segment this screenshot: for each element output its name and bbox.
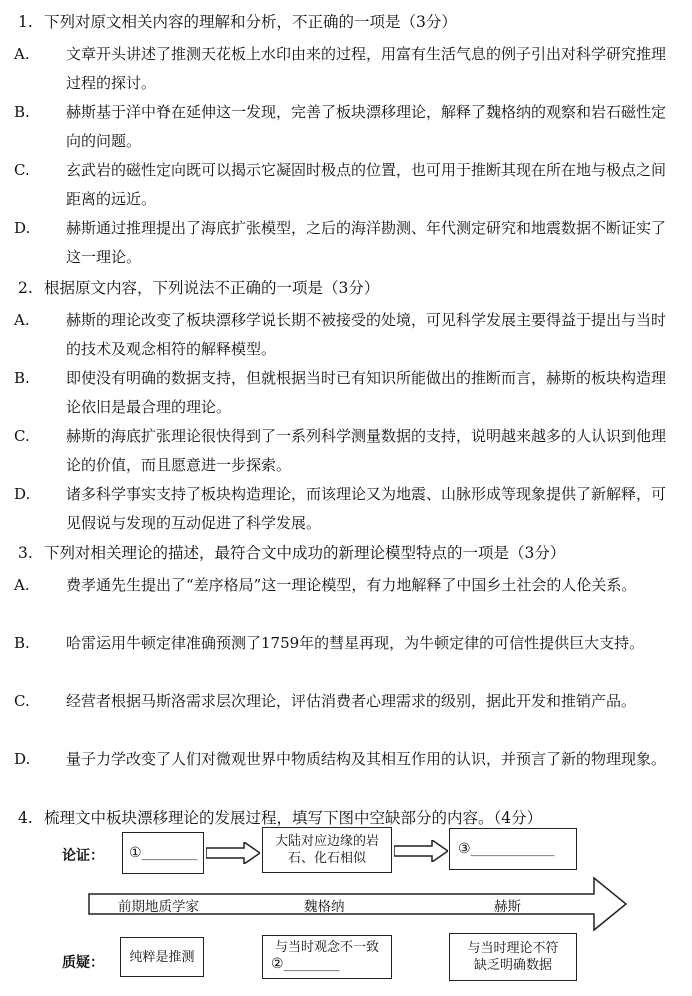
blank-1-text: ①________	[129, 844, 198, 861]
question-number: 2.	[18, 279, 33, 297]
question-1-stem	[18, 12, 678, 32]
option-label: A.	[14, 311, 30, 329]
option-text: 赫斯的理论改变了板块漂移学说长期不被接受的处境，可见科学发展主要得益于提出与当时的技术及观念相符的解释模型。	[66, 311, 667, 358]
question-3-option-c	[14, 687, 670, 716]
question-stem-text: 梳理文中板块漂移理论的发展过程，填写下图中空缺部分的内容。（4分）	[44, 809, 543, 827]
question-2-option-a	[14, 306, 670, 364]
option-text: 即使没有明确的数据支持，但就根据当时已有知识所能做出的推断而言，赫斯的板块构造理论依旧是最合理的理论。	[66, 369, 667, 416]
option-label: D.	[14, 750, 31, 768]
option-text: 诸多科学事实支持了板块构造理论，而该理论又为地震、山脉形成等现象提供了新解释，可见假说与发现的互动促进了科学发展。	[66, 485, 667, 532]
option-text: 赫斯基于洋中脊在延伸这一发现，完善了板块漂移理论，解释了魏格纳的观察和岩石磁性定向的问题。	[66, 103, 667, 150]
option-label: C.	[14, 161, 30, 179]
option-label: B.	[14, 634, 30, 652]
argument-box-2	[262, 827, 392, 873]
question-3-stem	[18, 543, 678, 563]
doubt-box-3	[449, 933, 577, 981]
option-label: D.	[14, 219, 31, 237]
option-text: 费孝通先生提出了“差序格局”这一理论模型，有力地解释了中国乡土社会的人伦关系。	[66, 576, 637, 594]
option-text: 经营者根据马斯洛需求层次理论，评估消费者心理需求的级别，据此开发和推销产品。	[66, 692, 637, 710]
option-text: 赫斯通过推理提出了海底扩张模型，之后的海洋勘测、年代测定研究和地震数据不断证实了这一理论。	[66, 219, 667, 266]
question-1-option-c	[14, 156, 670, 214]
option-label: B.	[14, 369, 30, 387]
argument-box-3	[449, 828, 577, 870]
option-label: C.	[14, 427, 30, 445]
option-text: 文章开头讲述了推测天花板上水印由来的过程，用富有生活气息的例子引出对科学研究推理过程的探讨。	[66, 45, 667, 92]
doubt-1-text: 纯粹是推测	[129, 949, 195, 965]
question-1-option-d	[14, 214, 670, 272]
argument-label: 论证：	[62, 848, 104, 864]
question-stem-text: 根据原文内容，下列说法不正确的一项是（3分）	[44, 279, 380, 297]
question-3-option-a	[14, 571, 670, 600]
question-2-option-b	[14, 364, 670, 422]
timeline-label-hess: 赫斯	[494, 899, 521, 915]
doubt-box-2	[262, 935, 392, 979]
option-text: 玄武岩的磁性定向既可以揭示它凝固时极点的位置，也可用于推断其现在所在地与极点之间距离的远近。	[66, 161, 667, 208]
option-label: A.	[14, 576, 30, 594]
question-number: 1.	[18, 13, 33, 31]
option-label: A.	[14, 45, 30, 63]
doubt-3-text: 与当时理论不符缺乏明确数据	[467, 941, 559, 973]
question-number: 3.	[18, 544, 33, 562]
option-text: 哈雷运用牛顿定律准确预测了1759年的彗星再现，为牛顿定律的可信性提供巨大支持。	[66, 634, 645, 652]
question-1-option-b	[14, 98, 670, 156]
question-2-option-c	[14, 422, 670, 480]
question-3-option-b	[14, 629, 670, 658]
question-stem-text: 下列对相关理论的描述，最符合文中成功的新理论模型特点的一项是（3分）	[44, 544, 566, 562]
option-label: D.	[14, 485, 31, 503]
question-3-option-d	[14, 745, 670, 774]
timeline-label-wegener: 魏格纳	[304, 899, 345, 915]
doubt-label: 质疑：	[62, 955, 104, 971]
question-number: 4.	[18, 809, 33, 827]
question-stem-text: 下列对原文相关内容的理解和分析，不正确的一项是（3分）	[44, 13, 457, 31]
option-label: B.	[14, 103, 30, 121]
blank-2-text: ②________	[271, 956, 340, 972]
option-text: 赫斯的海底扩张理论很快得到了一系列科学测量数据的支持，说明越来越多的人认识到他理论的价值，而且愿意进一步探索。	[66, 427, 667, 474]
blank-3-text: ③____________	[458, 840, 555, 857]
timeline-label-early-geologists: 前期地质学家	[118, 899, 199, 915]
question-2-stem	[18, 278, 678, 298]
evidence-text: 大陆对应边缘的岩石、化石相似	[274, 834, 379, 866]
option-label: C.	[14, 692, 30, 710]
option-text: 量子力学改变了人们对微观世界中物质结构及其相互作用的认识，并预言了新的物理现象。	[66, 750, 667, 768]
doubt-2-line-1: 与当时观念不一致	[274, 940, 379, 955]
question-4-stem	[18, 808, 678, 828]
arrow-right-2	[394, 840, 448, 862]
argument-box-1	[122, 832, 204, 874]
arrow-right-1	[206, 842, 260, 864]
question-1-option-a	[14, 40, 670, 98]
doubt-box-1	[120, 937, 204, 977]
question-2-option-d	[14, 480, 670, 538]
